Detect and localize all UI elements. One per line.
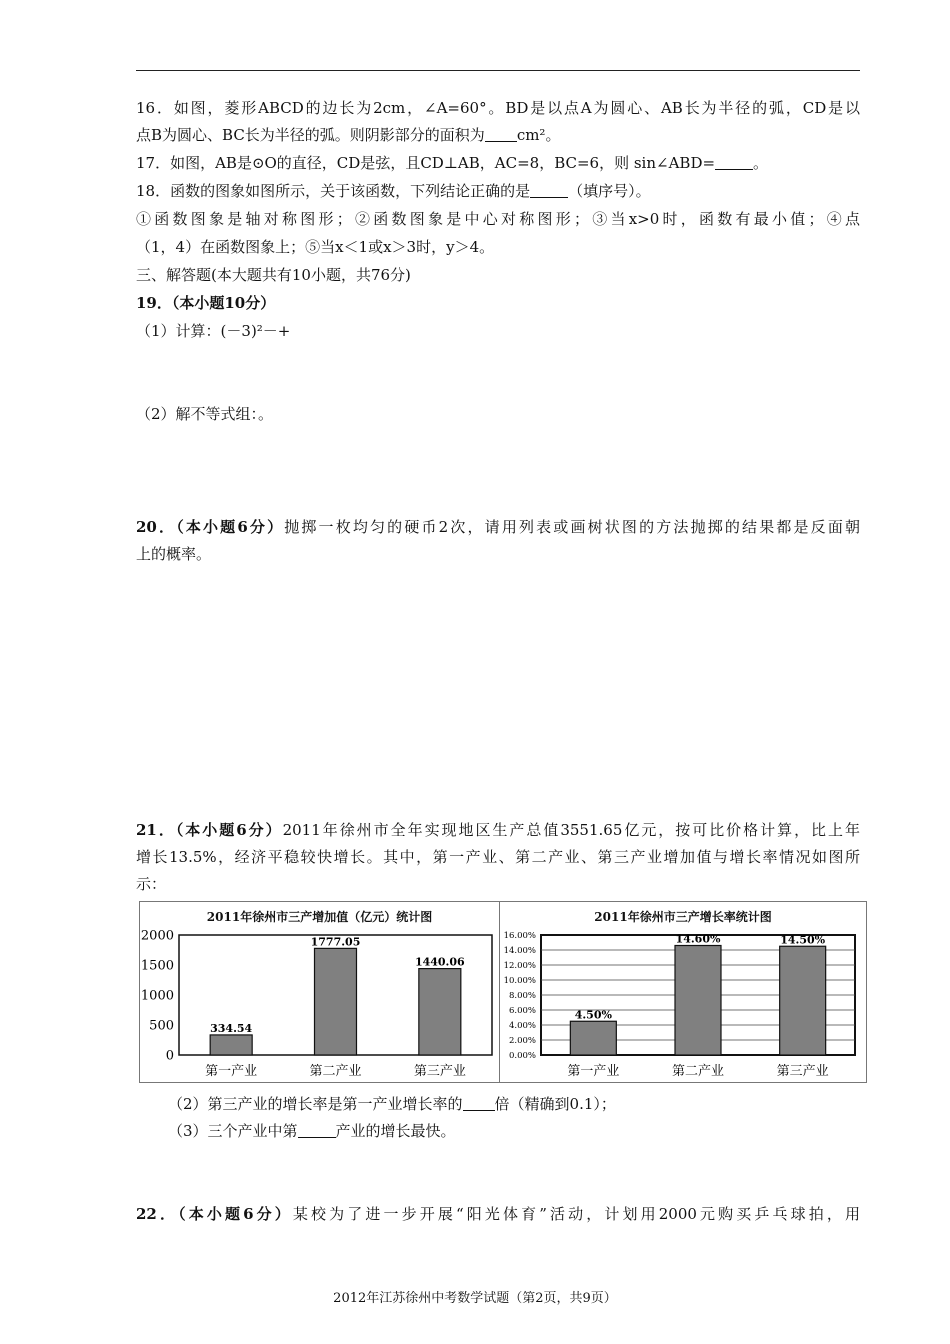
chart1-x-tick-label: 第二产业 bbox=[309, 1064, 362, 1079]
q22-label: 22．（本小题6分） bbox=[136, 1205, 293, 1223]
chart2-y-tick-label: 16.00% bbox=[503, 930, 536, 941]
header-rule bbox=[136, 70, 860, 71]
chart2-y-tick-label: 8.00% bbox=[508, 990, 536, 1001]
q21-label: 21．（本小题6分） bbox=[136, 821, 283, 839]
chart2-bar bbox=[675, 946, 721, 1056]
q18-line3: （1，4）在函数图象上；⑤当x＜1或x＞3时，y＞4。 bbox=[136, 238, 495, 256]
chart2-title: 2011年徐州市三产增长率统计图 bbox=[594, 910, 772, 924]
chart1-bar bbox=[210, 1035, 252, 1055]
chart1-y-tick-label: 1500 bbox=[140, 958, 174, 974]
q21-text1: 2011年徐州市全年实现地区生产总值3551.65亿元，按可比价格计算，比上年 bbox=[282, 821, 860, 839]
chart1-x-tick-label: 第一产业 bbox=[205, 1064, 258, 1079]
q20-line2: 上的概率。 bbox=[136, 545, 212, 563]
growth-rate-chart bbox=[499, 901, 867, 1083]
q20-line1 bbox=[136, 516, 860, 538]
q18-hint: （填序号）。 bbox=[568, 182, 651, 200]
chart1-bar bbox=[419, 969, 461, 1055]
chart2-data-label: 14.50% bbox=[780, 933, 826, 947]
chart2-y-tick-label: 10.00% bbox=[503, 975, 536, 986]
chart1-svg bbox=[140, 902, 499, 1082]
chart2-x-tick-label: 第三产业 bbox=[776, 1064, 829, 1079]
chart2-y-tick-label: 0.00% bbox=[508, 1050, 536, 1061]
chart1-y-tick-label: 500 bbox=[149, 1018, 174, 1034]
q21-part2-end: 倍（精确到0.1）； bbox=[494, 1095, 616, 1113]
chart2-y-tick-label: 12.00% bbox=[503, 960, 536, 971]
q17-answer-blank[interactable] bbox=[715, 155, 753, 170]
chart2-y-tick-label: 2.00% bbox=[508, 1035, 536, 1046]
chart1-data-label: 1777.05 bbox=[310, 935, 361, 949]
chart1-bar bbox=[315, 948, 357, 1055]
chart2-x-tick-label: 第二产业 bbox=[671, 1064, 725, 1079]
chart2-y-tick-label: 14.00% bbox=[503, 945, 536, 956]
chart2-y-tick-label: 4.00% bbox=[508, 1020, 536, 1031]
chart2-y-tick-label: 6.00% bbox=[508, 1005, 536, 1016]
q21-line1 bbox=[136, 819, 860, 841]
q22-line1 bbox=[136, 1203, 860, 1225]
q16-text: 点B为圆心、BC长为半径的弧。则阴影部分的面积为 bbox=[136, 126, 485, 144]
q21-line3: 示： bbox=[136, 875, 167, 893]
q16-line2 bbox=[136, 124, 860, 146]
q21-part2-blank[interactable] bbox=[463, 1096, 495, 1111]
chart1-y-tick-label: 0 bbox=[165, 1048, 174, 1064]
q19-title: 19．（本小题10分） bbox=[136, 294, 276, 312]
chart1-data-label: 334.54 bbox=[210, 1021, 253, 1035]
page-footer: 2012年江苏徐州中考数学试题（第2页，共9页） bbox=[333, 1291, 617, 1306]
q21-part2-text: （2）第三产业的增长率是第一产业增长率的 bbox=[168, 1095, 463, 1113]
q16-unit: cm²。 bbox=[516, 126, 561, 144]
q16-answer-blank[interactable] bbox=[485, 127, 517, 142]
chart2-data-label: 14.60% bbox=[675, 932, 721, 946]
q22-text1: 某校为了进一步开展“阳光体育”活动，计划用2000元购买乒乓球拍，用 bbox=[292, 1205, 860, 1223]
q21-part3-blank[interactable] bbox=[298, 1123, 336, 1138]
q18-text: 18．函数的图象如图所示，关于该函数，下列结论正确的是 bbox=[136, 182, 531, 200]
q17-text: 17．如图，AB是⊙O的直径，CD是弦，且CD⊥AB，AC=8，BC=6，则 sin∠ABD= bbox=[136, 154, 716, 172]
chart1-y-tick-label: 1000 bbox=[140, 988, 174, 1004]
q18-line2: ①函数图象是轴对称图形；②函数图象是中心对称图形；③当x>0时，函数有最小值；④点 bbox=[136, 210, 860, 228]
q21-part3-end: 产业的增长最快。 bbox=[335, 1122, 456, 1140]
q18-answer-blank[interactable] bbox=[530, 183, 568, 198]
chart2-bar bbox=[780, 946, 826, 1055]
q17-line bbox=[136, 152, 860, 174]
chart1-y-tick-label: 2000 bbox=[140, 928, 174, 944]
value-added-chart bbox=[139, 901, 500, 1083]
q21-part3-text: （3）三个产业中第 bbox=[168, 1122, 298, 1140]
q21-part3 bbox=[168, 1120, 858, 1142]
chart1-title: 2011年徐州市三产增加值（亿元）统计图 bbox=[206, 910, 433, 924]
q17-end: 。 bbox=[753, 154, 769, 172]
q20-label: 20．（本小题6分） bbox=[136, 518, 285, 536]
chart2-x-tick-label: 第一产业 bbox=[567, 1064, 620, 1079]
chart1-x-tick-label: 第三产业 bbox=[413, 1064, 466, 1079]
q21-part2 bbox=[168, 1093, 858, 1115]
chart2-svg bbox=[500, 902, 866, 1082]
q19-part1: （1）计算：(－3)²－+ bbox=[136, 322, 291, 340]
q20-text1: 抛掷一枚均匀的硬币2次，请用列表或画树状图的方法抛掷的结果都是反面朝 bbox=[284, 518, 860, 536]
q21-line2: 增长13.5%，经济平稳较快增长。其中，第一产业、第二产业、第三产业增加值与增长率情况如图所 bbox=[136, 848, 860, 866]
q18-line1 bbox=[136, 180, 860, 202]
section-heading: 三、解答题(本大题共有10小题，共76分) bbox=[136, 266, 411, 284]
chart2-bar bbox=[570, 1021, 616, 1055]
q16-line1: 16．如图，菱形ABCD的边长为2cm，∠A=60°。BD是以点A为圆心、AB长为半径的弧，CD是以 bbox=[136, 99, 860, 117]
chart1-data-label: 1440.06 bbox=[414, 955, 465, 969]
q19-part2: （2）解不等式组：。 bbox=[136, 405, 274, 423]
chart2-data-label: 4.50% bbox=[574, 1008, 612, 1022]
